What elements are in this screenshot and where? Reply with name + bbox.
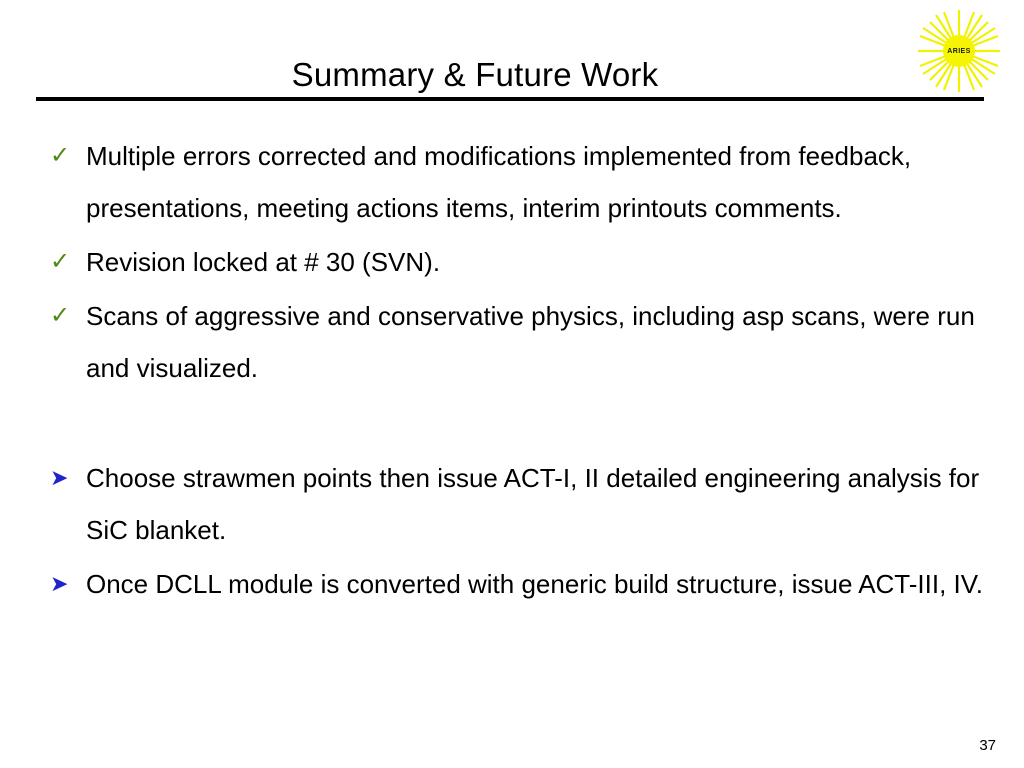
arrow-right-icon: ➤ [50, 465, 69, 490]
list-item [44, 290, 1004, 394]
check-icon: ✓ [50, 302, 71, 329]
list-item [44, 558, 1004, 610]
list-group-spacer [44, 396, 1004, 452]
check-icon: ✓ [50, 142, 71, 169]
arrow-right-icon: ➤ [50, 571, 69, 596]
list-item [44, 236, 1004, 288]
list-item-text: Revision locked at # 30 (SVN). [86, 247, 441, 277]
page-number: 37 [979, 737, 996, 754]
aries-logo-label: ARIES [947, 47, 971, 55]
page-title: Summary & Future Work [291, 56, 659, 94]
list-item [44, 130, 1004, 234]
slide-body [44, 130, 1004, 612]
list-item-text: Multiple errors corrected and modifications implemented from feedback, presentations, meeting actions items, interim printouts comments. [86, 141, 912, 223]
list-item-text: Once DCLL module is converted with generic build structure, issue ACT-III, IV. [86, 569, 983, 599]
list-item-text: Scans of aggressive and conservative physics, including asp scans, were run and visualized. [86, 301, 975, 383]
list-item-text: Choose strawmen points then issue ACT-I, II detailed engineering analysis for SiC blanket. [86, 463, 980, 545]
title-divider [36, 97, 984, 101]
list-item [44, 452, 1004, 556]
aries-logo [916, 8, 1002, 94]
check-icon: ✓ [50, 248, 71, 275]
